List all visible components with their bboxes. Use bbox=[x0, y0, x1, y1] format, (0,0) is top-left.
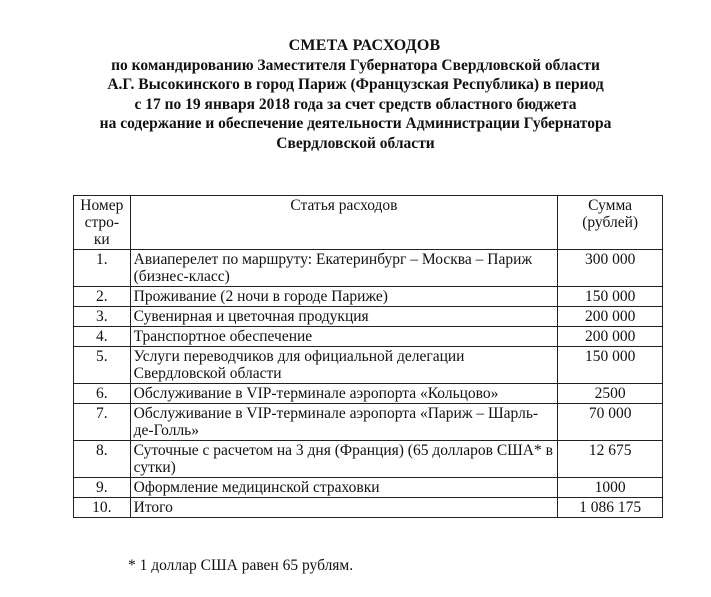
row-number: 1. bbox=[74, 250, 131, 287]
table-row bbox=[74, 347, 663, 384]
table-row bbox=[74, 384, 663, 404]
row-item: Сувенирная и цветочная продукция bbox=[130, 307, 558, 327]
row-number: 6. bbox=[74, 384, 131, 404]
row-item: Обслуживание в VIP-терминале аэропорта «Кольцово» bbox=[130, 384, 558, 404]
row-number: 9. bbox=[74, 478, 131, 498]
row-item: Суточные с расчетом на 3 дня (Франция) (65 долларов США* в сутки) bbox=[130, 441, 558, 478]
row-number: 3. bbox=[74, 307, 131, 327]
row-sum: 200 000 bbox=[558, 327, 663, 347]
row-sum: 12 675 bbox=[558, 441, 663, 478]
row-item: Транспортное обеспечение bbox=[130, 327, 558, 347]
row-sum: 70 000 bbox=[558, 404, 663, 441]
document-title: СМЕТА РАСХОДОВ bbox=[288, 37, 441, 54]
table-row bbox=[74, 441, 663, 478]
row-item: Авиаперелет по маршруту: Екатеринбург – Москва – Париж (бизнес-класс) bbox=[130, 250, 558, 287]
row-sum: 150 000 bbox=[558, 347, 663, 384]
row-number: 8. bbox=[74, 441, 131, 478]
table-row bbox=[74, 404, 663, 441]
row-sum: 1 086 175 bbox=[558, 498, 663, 518]
row-sum: 1000 bbox=[558, 478, 663, 498]
table-row bbox=[74, 307, 663, 327]
row-item: Оформление медицинской страховки bbox=[130, 478, 558, 498]
table-row-total bbox=[74, 498, 663, 518]
table-row bbox=[74, 250, 663, 287]
row-number: 4. bbox=[74, 327, 131, 347]
row-sum: 200 000 bbox=[558, 307, 663, 327]
heading-line: по командированию Заместителя Губернатора Свердловской области bbox=[111, 56, 600, 74]
header-item: Статья расходов bbox=[130, 196, 558, 250]
heading-line: на содержание и обеспечение деятельности Администрации Губернатора bbox=[99, 115, 612, 133]
row-number: 5. bbox=[74, 347, 131, 384]
row-sum: 150 000 bbox=[558, 287, 663, 307]
table-row bbox=[74, 287, 663, 307]
row-sum: 2500 bbox=[558, 384, 663, 404]
heading-line: А.Г. Высокинского в город Париж (Французская Республика) в период bbox=[107, 76, 604, 94]
row-item: Услуги переводчиков для официальной делегации Свердловской области bbox=[130, 347, 558, 384]
heading-line: с 17 по 19 января 2018 года за счет средств областного бюджета bbox=[134, 95, 577, 113]
row-item: Итого bbox=[130, 498, 558, 518]
heading-line: Свердловской области bbox=[276, 134, 435, 152]
table-row bbox=[74, 478, 663, 498]
row-item: Проживание (2 ночи в городе Париже) bbox=[130, 287, 558, 307]
row-number: 2. bbox=[74, 287, 131, 307]
table-row bbox=[74, 327, 663, 347]
header-sum: Сумма (рублей) bbox=[558, 196, 663, 250]
expense-table bbox=[73, 195, 663, 518]
header-number: Номер стро-ки bbox=[74, 196, 131, 250]
table-header-row bbox=[74, 196, 663, 250]
row-sum: 300 000 bbox=[558, 250, 663, 287]
row-item: Обслуживание в VIP-терминале аэропорта «Париж – Шарль-де-Голль» bbox=[130, 404, 558, 441]
document-heading bbox=[0, 36, 711, 154]
row-number: 7. bbox=[74, 404, 131, 441]
row-number: 10. bbox=[74, 498, 131, 518]
footnote: * 1 доллар США равен 65 рублям. bbox=[128, 557, 354, 574]
